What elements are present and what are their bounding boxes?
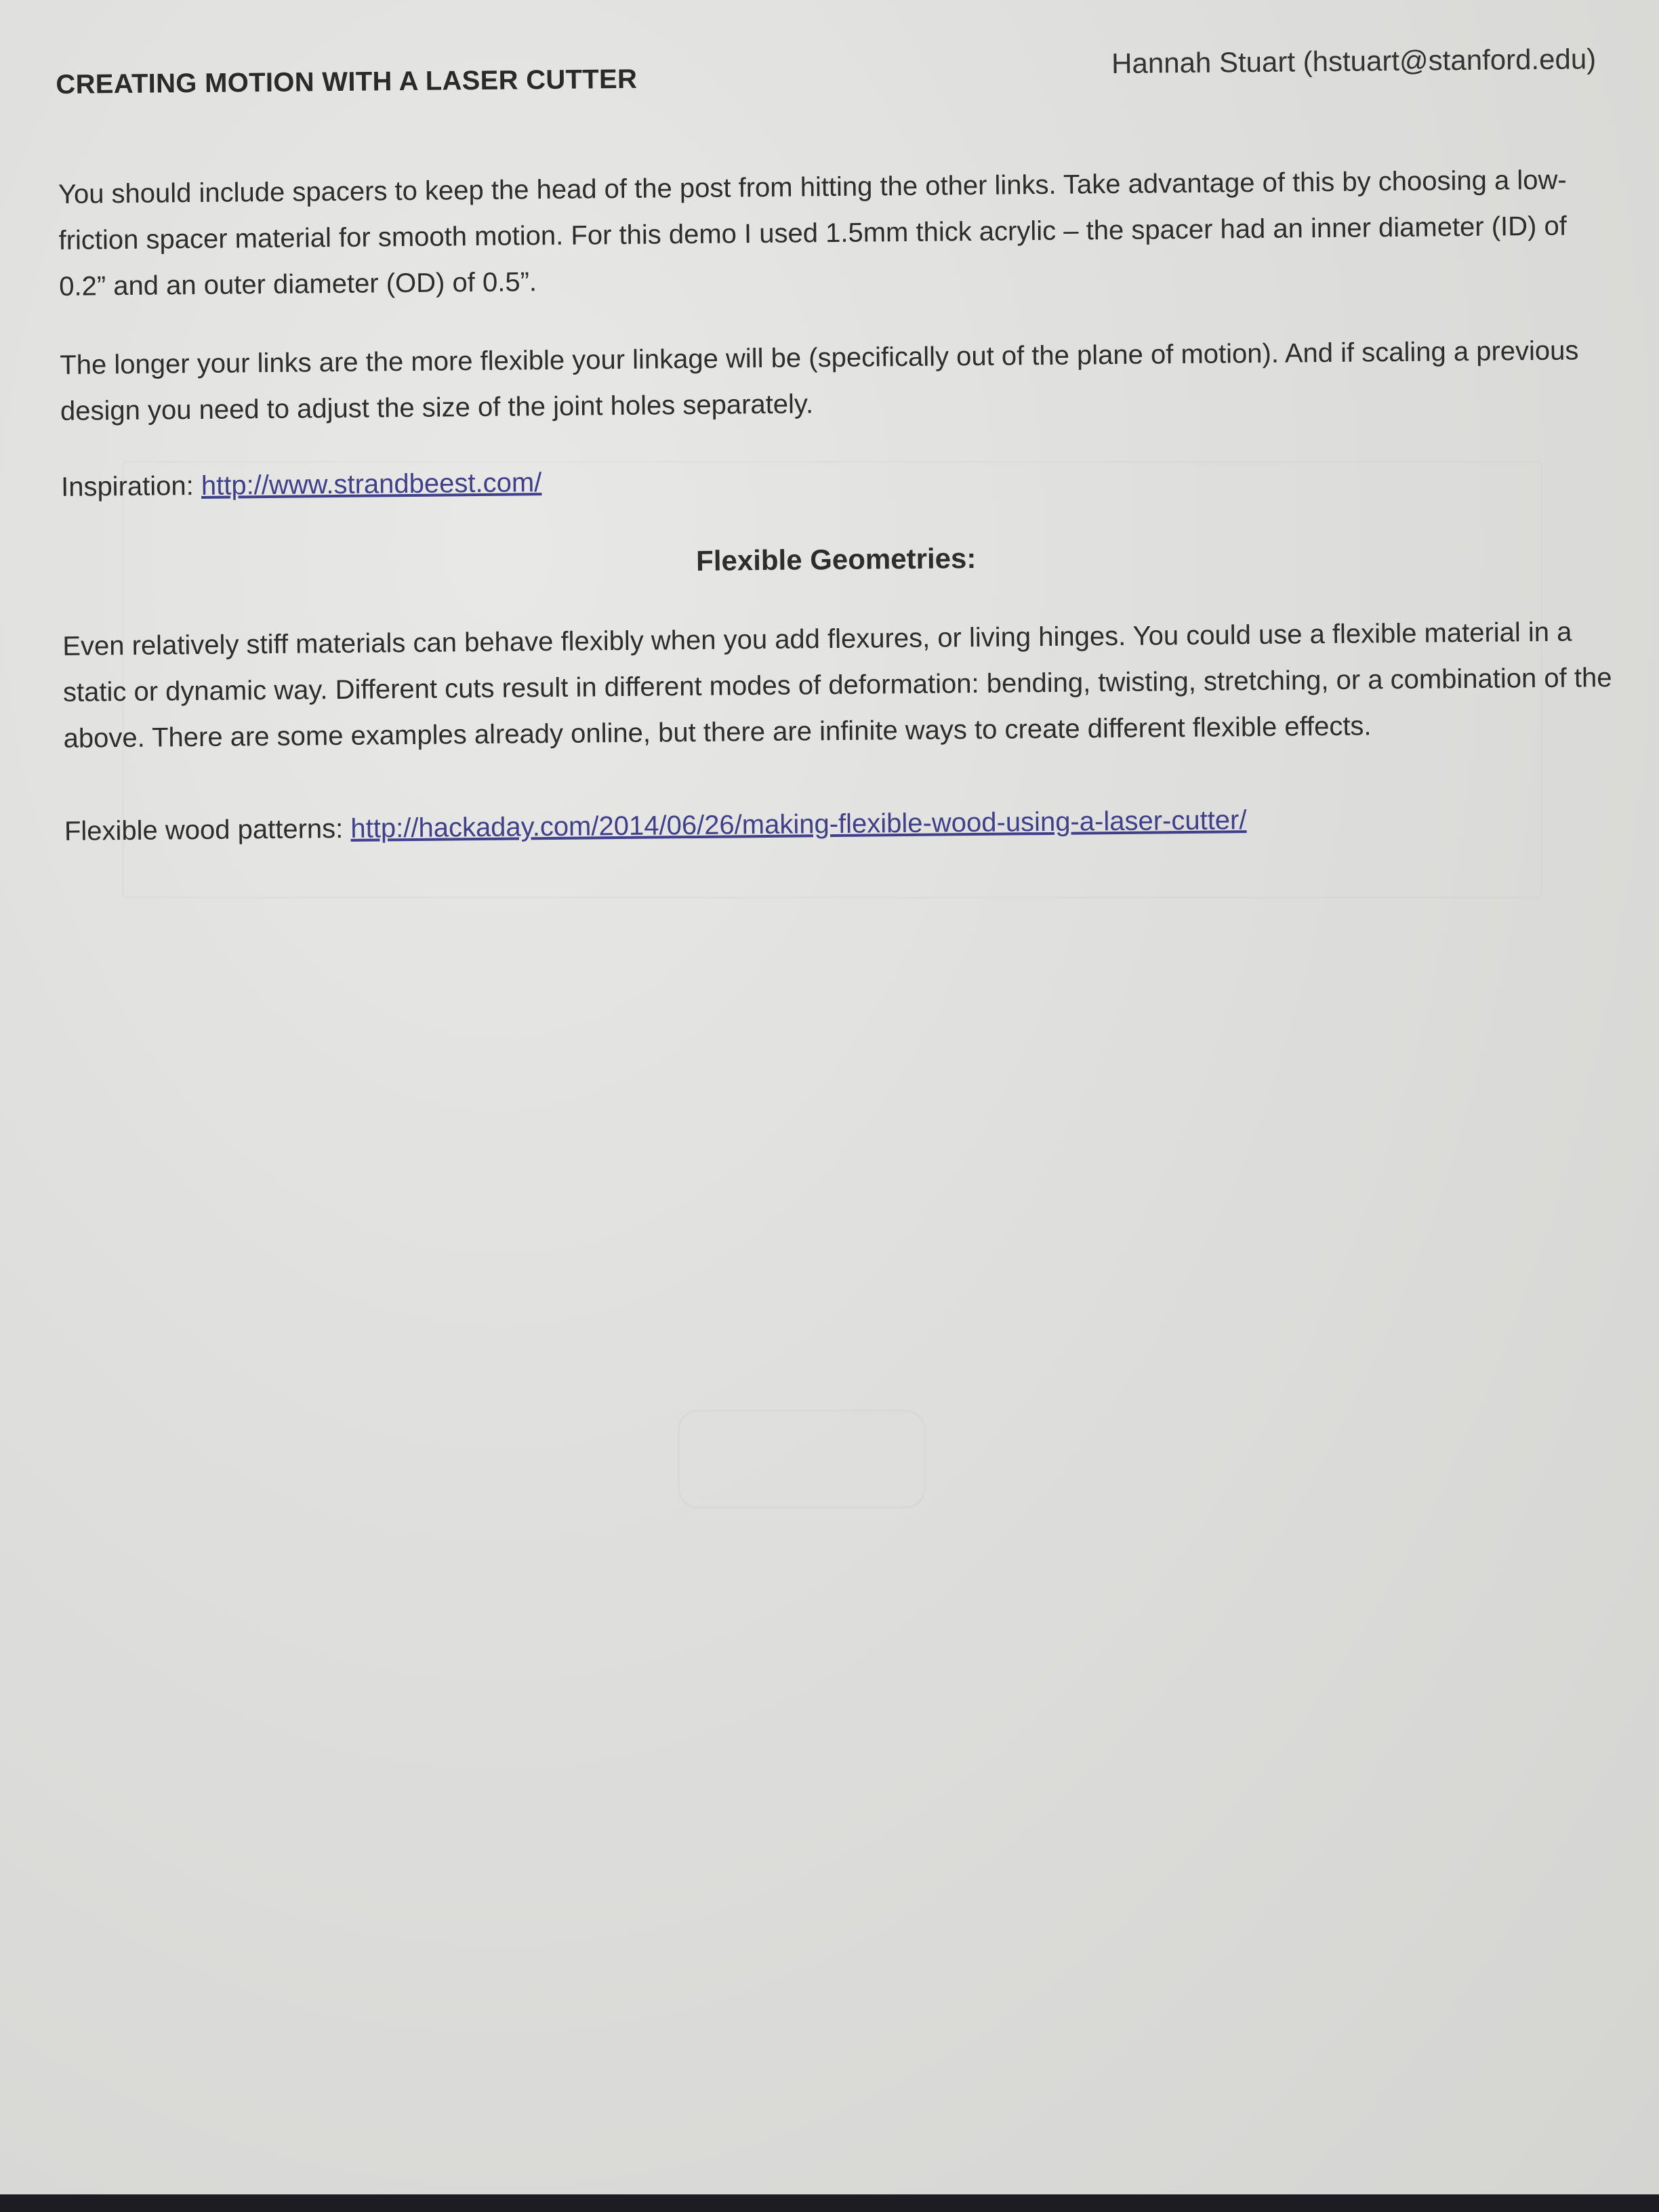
section-heading-flexible-geometries: Flexible Geometries: (695, 541, 977, 577)
document-content (54, 43, 1613, 846)
flexible-wood-label: Flexible wood patterns: (64, 813, 351, 846)
show-through-box (678, 1410, 926, 1509)
paragraph-spacers: You should include spacers to keep the head of the post from hitting the other links. Take advantage of this by choosing a low-friction spacer material for smooth motion. For this demo I used 1.5mm thick acrylic – the spacer had an inner diameter (ID) of 0.2” and an outer diameter (OD) of 0.5”. (58, 165, 1568, 302)
paragraph-flexible: Even relatively stiff materials can behave flexibly when you add flexures, or living hinges. You could use a flexible material in a static or dynamic way. Different cuts result in different modes of deformation: bending, twisting, stretching, or a combination of the above. There are some examples already online, but there are infinite ways to create different flexible effects. (62, 617, 1612, 754)
strandbeest-link[interactable]: http://www.strandbeest.com/ (201, 468, 542, 501)
paragraph-links: The longer your links are the more flexible your linkage will be (specifically out of the plane of motion). And if scaling a previous design you need to adjust the size of the joint holes separately. (60, 335, 1579, 426)
hackaday-link[interactable]: http://hackaday.com/2014/06/26/making-flexible-wood-using-a-laser-cutter/ (350, 805, 1247, 844)
author-line: Hannah Stuart (hstuart@stanford.edu) (1111, 43, 1597, 80)
inspiration-label: Inspiration: (60, 470, 202, 502)
document-title: CREATING MOTION WITH A LASER CUTTER (56, 64, 638, 100)
